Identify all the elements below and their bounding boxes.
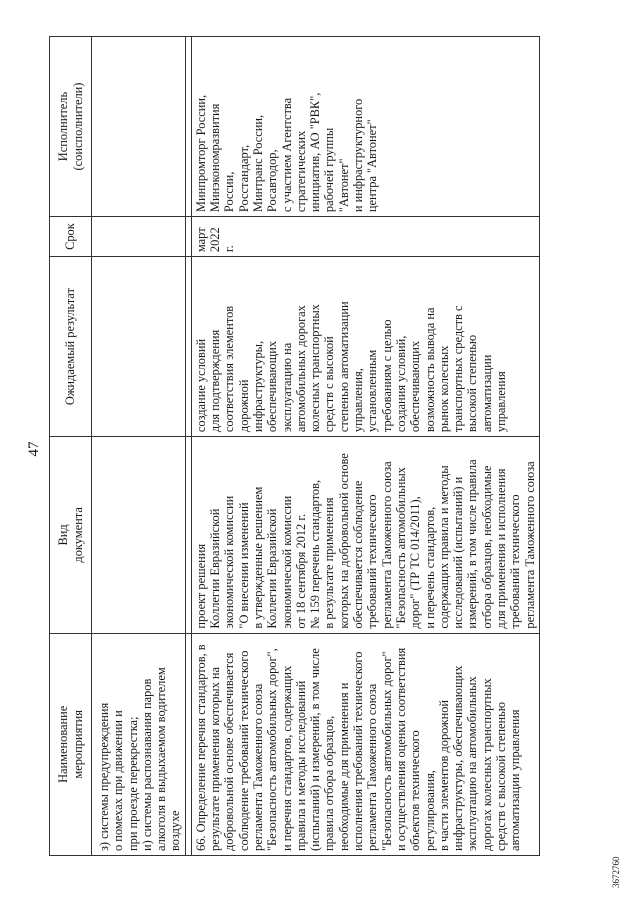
row-cont-result [92,257,186,437]
row-66-executor: Минпромторг России, Минэкономразвития России, Росстандарт, Минтранс России, Росавтодор, с участием Агентства стратегических инициатив, АО "РВК", рабочей группы "Автонет" и инфраструктурного центра "Автонет" [191,37,539,217]
header-name: Наименование мероприятия [50,633,92,855]
row-66-name: 66. Определение перечня стандартов, в результате применения которых на добровольной основе обеспечивается соблюдение требований технического регламента Таможенного союза "Безопасность автомобильных дорог", и перечня стандартов, содержащих правила и методы исследований (испытаний) и измерений, в том числе правила отбора образцов, необходимые для применения и исполнения требований технического регламента Таможенного союза "Безопасность автомобильных дорог" и осуществления оценки соответствия объектов технического регулирования, в части элементов дорожной инфраструктуры, обеспечивающих эксплуатацию на автомобильных дорогах колесных транспортных средств с высокой степенью автоматизации управления [191,633,539,855]
row-cont-term [92,217,186,257]
table-header-row [50,37,92,856]
document-id: 3672760 [611,856,621,888]
row-cont-doc-type [92,437,186,634]
row-66-term: март 2022 г. [191,217,539,257]
measures-table [49,36,540,856]
table-row [92,37,186,856]
row-cont-name: з) системы предупреждения о помехах при движении и при проезде перекрестка; и) системы распознавания паров алкоголя в выдыхаемом водителем воздухе [92,633,186,855]
header-term: Срок [50,217,92,257]
header-executor: Исполнитель (соисполнители) [50,37,92,217]
row-cont-executor [92,37,186,217]
row-66-doc-type: проект решения Коллегии Евразийской экономической комиссии "О внесении изменений в утвержденные решением Коллегии Евразийской экономической комиссии от 18 сентября 2012 г. № 159 перечень стандартов, в результате применения которых на добровольной основе обеспечивается соблюдение требований технического регламента Таможенного союза "Безопасность автомобильных дорог" (ТР ТС 014/2011), и перечень стандартов, содержащих правила и методы исследований (испытаний) и измерений, в том числе правила отбора образцов, необходимые для применения и исполнения требований технического регламента Таможенного союза [191,437,539,634]
header-result: Ожидаемый результат [50,257,92,437]
table-row [191,37,539,856]
row-66-result: создание условий для подтверждения соответствия элементов дорожной инфраструктуры, обеспечивающих эксплуатацию на автомобильных дорогах колесных транспортных средств с высокой степенью автоматизации управления, установленным требованиям с целью создания условий, обеспечивающих возможность вывода на рынок колесных транспортных средств с высокой степенью автоматизации управления [191,257,539,437]
header-doc-type: Вид документа [50,437,92,634]
page-number: 47 [26,441,42,457]
